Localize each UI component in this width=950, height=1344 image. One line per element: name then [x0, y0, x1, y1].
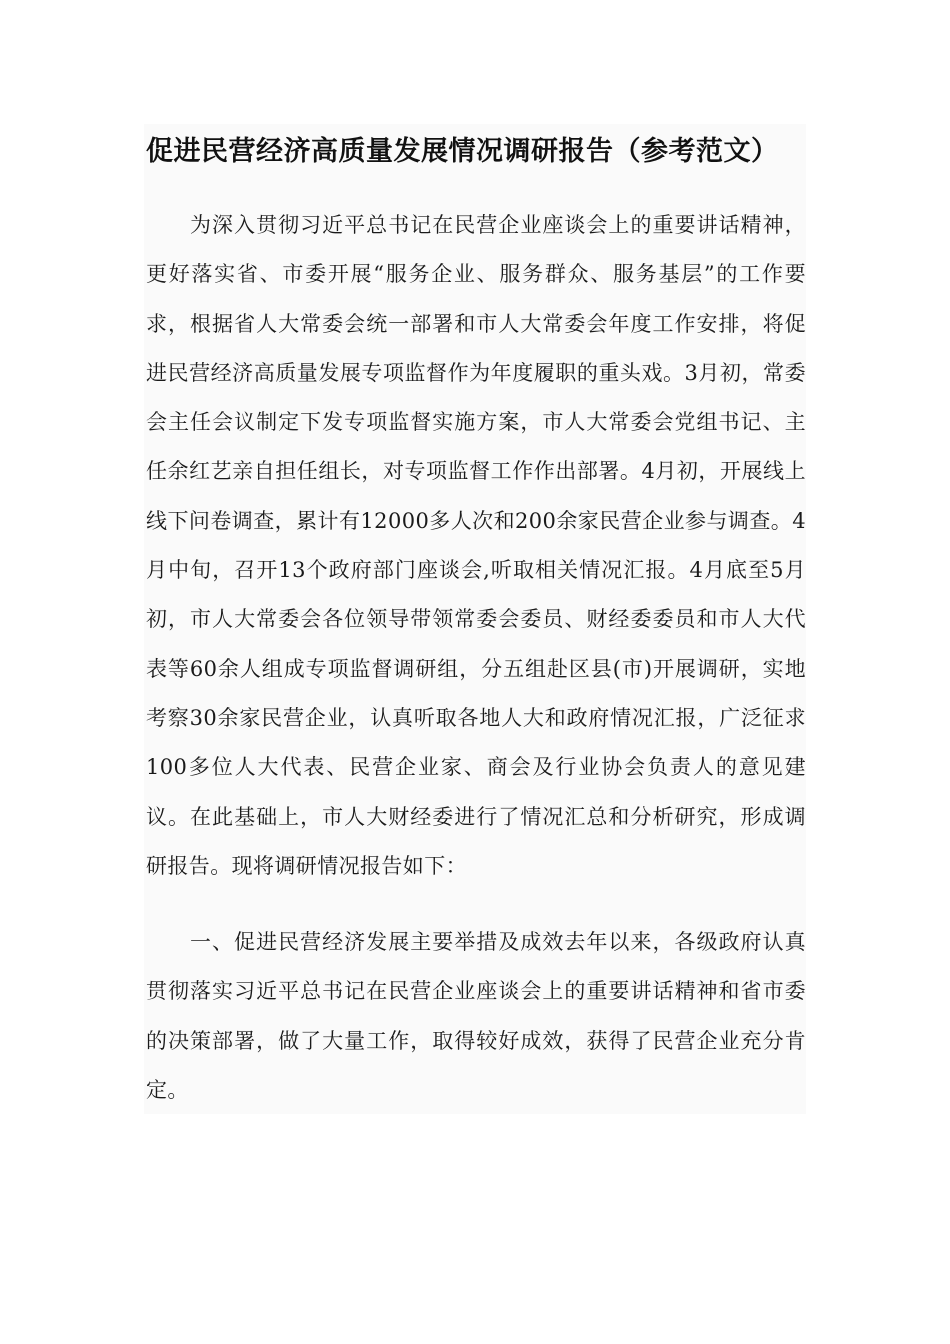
paragraph-section-one: 一、促进民营经济发展主要举措及成效去年以来，各级政府认真贯彻落实习近平总书记在民营企业座谈会上的重要讲话精神和省市委的决策部署，做了大量工作，取得较好成效，获得了民营企业充分肯定。: [146, 930, 806, 1102]
document-title: 促进民营经济高质量发展情况调研报告（参考范文）: [146, 136, 779, 167]
paragraph-intro: 为深入贯彻习近平总书记在民营企业座谈会上的重要讲话精神，更好落实省、市委开展“服务企业、服务群众、服务基层”的工作要求，根据省人大常委会统一部署和市人大常委会年度工作安排，将促进民营经济高质量发展专项监督作为年度履职的重头戏。3月初，常委会主任会议制定下发专项监督实施方案，市人大常委会党组书记、主任余红艺亲自担任组长，对专项监督工作作出部署。4月初，开展线上线下问卷调查，累计有12000多人次和200余家民营企业参与调查。4月中旬，召开13个政府部门座谈会,听取相关情况汇报。4月底至5月初，市人大常委会各位领导带领常委会委员、财经委委员和市人大代表等60余人组成专项监督调研组，分五组赴区县(市)开展调研，实地考察30余家民营企业，认真听取各地人大和政府情况汇报，广泛征求100多位人大代表、民营企业家、商会及行业协会负责人的意见建议。在此基础上，市人大财经委进行了情况汇总和分析研究，形成调研报告。现将调研情况报告如下：: [146, 213, 806, 878]
